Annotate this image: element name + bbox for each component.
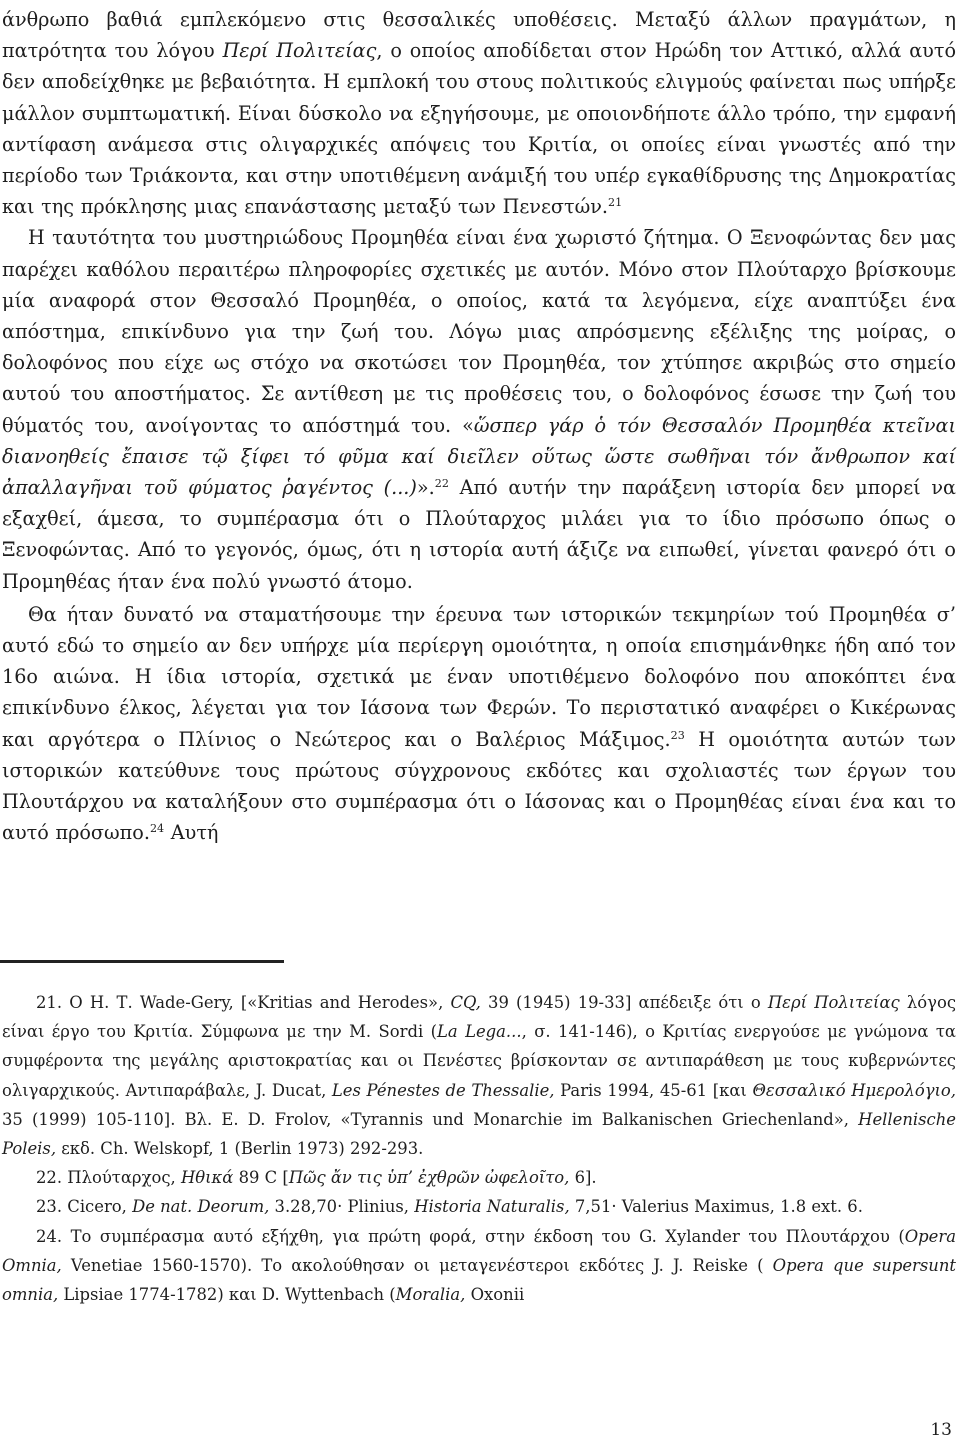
page-number: 13 [930,1420,952,1440]
text-run: 21. Ο Η. Τ. Wade-Gery, [«Kritias and Herodes», [36,993,451,1012]
text-run: Paris 1994, 45-61 [και [554,1080,753,1100]
text-run: , σ. 141-146), ο Κριτίας ενεργούσε με γνώμονα τα συμφέροντα της μεγάλης αριστοκρατίας και οι Πενέστες βρίσκονταν σε αντιπαράθεση με τους κυβερνώντες ολιγαρχικούς. Αντιπαράβαλε, J. Ducat, [2,1022,956,1100]
italic-title: Moralia, [395,1285,466,1305]
text-run: Από αυτήν την παράξενη ιστορία δεν μπορεί να εξαχθεί, άμεσα, το συμπέρασμα ότι ο Πλούταρχος μιλάει για το ίδιο πρόσωπο όπως ο Ξενοφώντας. Από το γεγονός, όμως, ότι η ιστορία αυτή άξιζε να ειπωθεί, γίνεται φανερό ότι ο Προμηθέας ήταν ένα πολύ γνωστό άτομο. [2,476,957,593]
text-run: 89 C [ [233,1168,289,1188]
text-run: Αυτή [164,821,219,845]
italic-title: Θεσσαλικό Ημερολόγιο, [752,1080,957,1100]
text-run: λόγος είναι έργο του Κριτία. Σύμφωνα με την M. Sordi ( [2,993,957,1042]
text-run: Η ομοιότητα αυτών των ιστορικών κατεύθυνε τους πρώτους σύγχρονους εκδότες και σχολιαστές των έργων του Πλουτάρχου να καταλήξουν στο συμπέρασμα ότι ο Ιάσονας και ο Προμηθέας είναι ένα και το αυτό πρόσωπο. [2,727,956,845]
text-run: 23. Cicero, [36,1197,133,1217]
paragraph-2 [2,222,956,596]
text-run: 3.28,70· Plinius, [269,1197,415,1217]
text-run: 22. Πλούταρχος, [36,1168,181,1188]
italic-title: Opera Omnia, [2,1226,956,1275]
footnotes [2,988,956,1309]
text-run: Oxonii [465,1285,525,1305]
footnote-ref-22[interactable]: 22 [434,476,449,490]
greek-quotation: ὥσπερ γάρ ὁ τόν Θεσσαλόν Προμηθέα κτεῖναι διανοηθείς ἔπαισε τῷ ξίφει τό φῦμα καί διεῖλεν οὕτως ὥστε σωθῆναι τόν ἄνθρωπον καί ἀπαλλαγῆναι τοῦ φύματος ῥαγέντος (...) [2,413,956,500]
italic-title: Historia Naturalis, [414,1197,570,1217]
text-run: ». [416,476,435,500]
text-run: Θα ήταν δυνατό να σταματήσουμε την έρευνα των ιστορικών τεκμηρίων τού Προμηθέα σ’ αυτό εδώ το σημείο αν δεν υπήρχε μία περίεργη ομοιότητα, η οποία επισημάνθηκε ήδη από τον 16ο αιώνα. Η ίδια ιστορία, σχετικά με έναν υποτιθέμενο δολοφόνο που αποκόπτει ένα επικίνδυνο έλκος, λέγεται για τον Ιάσονα των Φερών. Το περιστατικό αναφέρει ο Κικέρωνας και αργότερα ο Πλίνιος ο Νεώτερος και ο Βαλέριος Μάξιμος. [2,602,956,751]
text-run: Venetiae 1560-1570). Το ακολούθησαν οι μεταγενέστεροι εκδότες J. J. Reiske ( [61,1255,773,1275]
italic-title: Les Pénestes de Thessalie, [331,1080,555,1100]
text-run: 35 (1999) 105-110]. Βλ. E. D. Frolov, «Tyrannis und Monarchie im Balkanischen Griechenland», [2,1109,859,1129]
italic-title: CQ, [450,993,481,1012]
italic-title: De nat. Deorum, [132,1197,270,1217]
paragraph-3 [2,599,956,849]
footnote-separator [0,960,284,963]
footnote-ref-21[interactable]: 21 [608,195,623,209]
footnote-23 [2,1192,956,1221]
italic-title: Ηθικά [180,1168,234,1188]
footnote-ref-23[interactable]: 23 [670,728,685,742]
paragraph-1 [2,4,956,222]
italic-title: Πῶς ἄν τις ὑπ’ ἐχθρῶν ὠφελοῖτο, [288,1168,570,1188]
main-text [2,4,956,848]
footnote-24 [2,1222,956,1310]
text-run: άνθρωπο βαθιά εμπλεκόμενο στις θεσσαλικές υποθέσεις. Μεταξύ άλλων πραγμάτων, η πατρότητα του λόγου [2,8,956,63]
text-run: 39 (1945) 19-33] απέδειξε ότι ο [480,993,768,1012]
text-run: 24. Το συμπέρασμα αυτό εξήχθη, για πρώτη φορά, στην έκδοση του G. Xylander του Πλουτάρχου ( [36,1226,905,1246]
footnote-ref-24[interactable]: 24 [149,822,165,836]
text-run: Η ταυτότητα του μυστηριώδους Προμηθέα είναι ένα χωριστό ζήτημα. Ο Ξενοφώντας δεν μας παρέχει καθόλου περαιτέρω πληροφορίες σχετικές με αυτόν. Μόνο στον Πλούταρχο βρίσκουμε μία αναφορά στον Θεσσαλό Προμηθέα, ο οποίος, κατά τα λεγόμενα, είχε αναπτύξει ένα απόστημα, επικίνδυνο για την ζωή του. Λόγω μιας απρόσμενης εξέλιξης της μοίρας, ο δολοφόνος που είχε ως στόχο να σκοτώσει τον Προμηθέα, τον χτύπησε ακριβώς στο σημείο αυτού του αποστήματος. Σε αντίθεση με τις προθέσεις του, ο δολοφόνος έσωσε την ζωή του θύματός του, ανοίγοντας το απόστημά του. « [2,226,956,437]
italic-title: Opera que supersunt omnia, [2,1255,957,1305]
text-run: 7,51· Valerius Maximus, 1.8 ext. 6. [569,1197,863,1217]
footnote-21 [2,988,956,1163]
text-run: 6]. [569,1168,597,1188]
italic-title: Περί Πολιτείας [222,39,377,63]
text-run: , ο οποίος αποδίδεται στον Ηρώδη τον Αττικό, αλλά αυτό δεν αποδείχθηκε με βεβαιότητα. Η εμπλοκή του στους πολιτικούς ελιγμούς φαίνεται πως υπήρξε μάλλον συμπτωματική. Είναι δύσκολο να εξηγήσουμε, με οποιονδήποτε άλλο τρόπο, την εμφανή αντίφαση ανάμεσα στις ολιγαρχικές απόψεις του Κριτία, οι οποίες είναι γνωστές από την περίοδο των Τριάκοντα, και στην υποτιθέμενη ανάμιξή του υπέρ εγκαθίδρυσης της Δημοκρατίας και της πρόκλησης μιας επανάστασης μεταξύ των Πενεστών. [2,39,956,219]
italic-title: Περί Πολιτείας [767,993,900,1012]
text-run: Lipsiae 1774-1782) και D. Wyttenbach ( [58,1285,396,1305]
italic-title: La Lega... [437,1022,522,1042]
italic-title: Hellenische Poleis, [2,1109,956,1159]
text-run: εκδ. Ch. Welskopf, 1 (Berlin 1973) 292-293. [56,1139,424,1159]
footnote-22 [2,1163,956,1192]
